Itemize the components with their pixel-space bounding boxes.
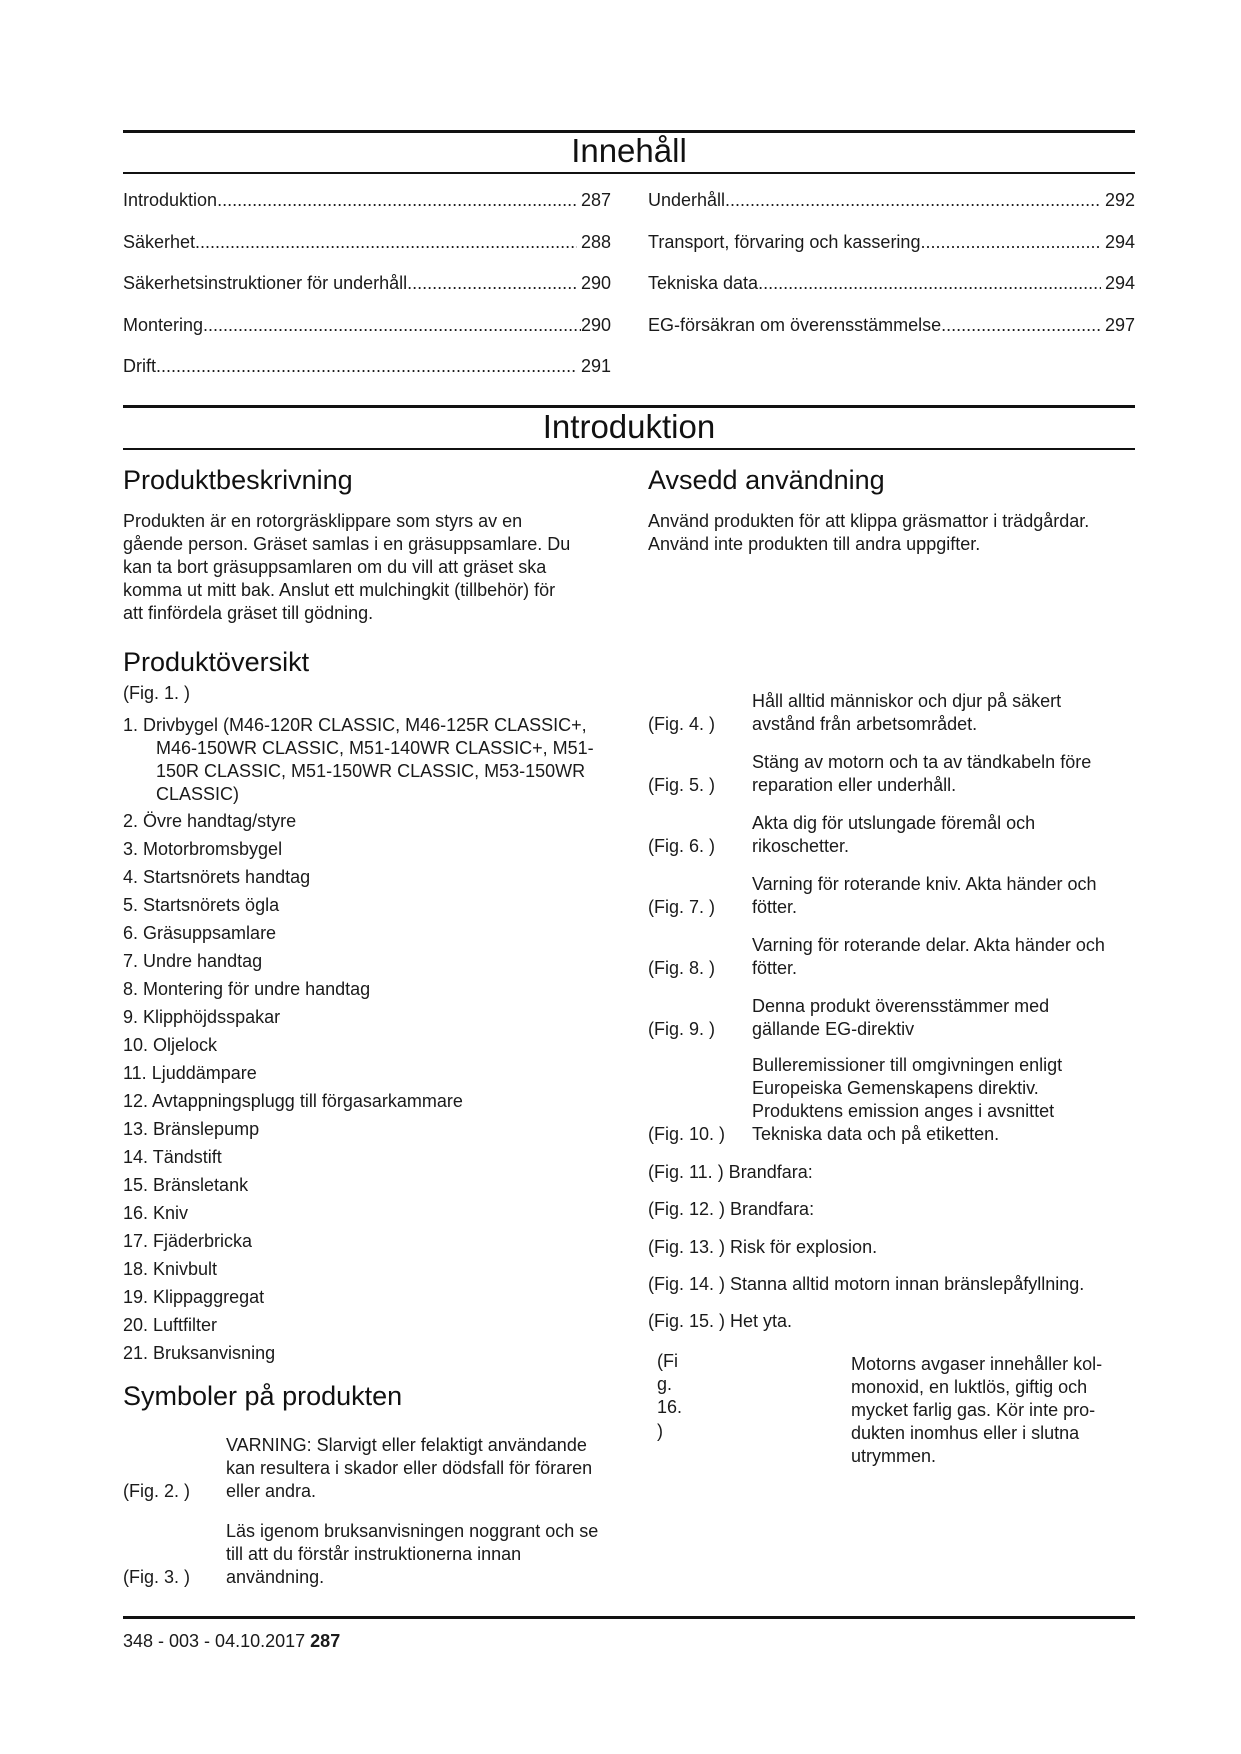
toc-entry[interactable]: Montering ..... 290 <box>123 314 611 336</box>
product-description-heading: Produktbeskrivning <box>123 465 353 495</box>
symbol-description: Varning för roterande kniv. Akta händer och fötter. <box>752 874 1097 917</box>
contents-bottom-rule <box>123 172 1135 174</box>
symbol-description: Bulleremissioner till omgivningen enligt Europeiska Gemenskapens direktiv. Produktens emission anges i avsnittet Tekniska data och på etiketten. <box>752 1055 1063 1144</box>
symbol-description: Denna produkt överensstämmer med gällande EG-direktiv <box>752 996 1050 1039</box>
symbol-description: Läs igenom bruksanvisningen noggrant och se till att du förstår instruktionerna innan användning. <box>226 1521 599 1587</box>
symbol-fig-ref: ) <box>657 1421 663 1441</box>
list-item: 18. Knivbult <box>123 1259 218 1279</box>
symbol-fig-ref: (Fig. 10. ) <box>648 1124 726 1144</box>
contents-title: Innehåll <box>571 132 687 169</box>
symbol-fig-ref: (Fig. 5. ) <box>648 775 716 795</box>
toc-entry[interactable]: Tekniska data ..... 294 <box>648 272 1135 294</box>
symbol-fig-ref: (Fig. 4. ) <box>648 714 716 734</box>
list-item: 10. Oljelock <box>123 1035 218 1055</box>
list-item: 17. Fjäderbricka <box>123 1231 253 1251</box>
list-item: 13. Bränslepump <box>123 1119 260 1139</box>
symbol-fig-ref: 16. <box>657 1397 683 1417</box>
symbol-fig-ref: (Fig. 9. ) <box>648 1019 716 1039</box>
document-code: 348 - 003 - 04.10.2017 <box>123 1631 306 1651</box>
overview-heading: Produktöversikt <box>123 647 310 677</box>
list-item: 6. Gräsuppsamlare <box>123 923 277 943</box>
symbol-description: Akta dig för utslungade föremål och rikoschetter. <box>752 813 1036 856</box>
product-description-line: Produkten är en rotorgräsklippare som styrs av en <box>123 511 523 531</box>
intro-title: Introduktion <box>542 408 716 445</box>
list-item: 21. Bruksanvisning <box>123 1343 276 1363</box>
list-item: 16. Kniv <box>123 1203 189 1223</box>
symbol-inline-entry: (Fig. 12. ) Brandfara: <box>648 1199 815 1219</box>
toc-entry[interactable]: Drift ..... 291 <box>123 355 611 377</box>
intended-use-heading: Avsedd användning <box>648 465 885 495</box>
symbol-description: VARNING: Slarvigt eller felaktigt användande kan resultera i skador eller dödsfall för föraren eller andra. <box>226 1435 593 1501</box>
footer-rule <box>123 1616 1135 1619</box>
list-item: 4. Startsnörets handtag <box>123 867 311 887</box>
toc-entry[interactable]: Säkerhetsinstruktioner för underhåll ..... 290 <box>123 272 611 294</box>
list-item: 9. Klipphöjdsspakar <box>123 1007 281 1027</box>
toc-entry[interactable]: Transport, förvaring och kassering ..... 294 <box>648 231 1135 253</box>
list-item: 14. Tändstift <box>123 1147 222 1167</box>
symbol-fig-ref: (Fig. 6. ) <box>648 836 716 856</box>
symbol-fig-ref: (Fig. 2. ) <box>123 1481 191 1501</box>
symbol-inline-entry: (Fig. 15. ) Het yta. <box>648 1311 793 1331</box>
intro-bottom-rule <box>123 448 1135 450</box>
list-item: 11. Ljuddämpare <box>123 1063 257 1083</box>
product-description-line: gående person. Gräset samlas i en gräsuppsamlare. Du <box>123 534 571 554</box>
toc-entry[interactable]: EG-försäkran om överensstämmelse ..... 297 <box>648 314 1135 336</box>
symbol-fig-ref: (Fi <box>657 1351 678 1371</box>
page-number: 287 <box>310 1631 341 1651</box>
symbols-heading: Symboler på produkten <box>123 1381 403 1411</box>
symbol-description: Varning för roterande delar. Akta händer och fötter. <box>752 935 1105 978</box>
intended-use-line: Använd produkten för att klippa gräsmattor i trädgårdar. <box>648 511 1090 531</box>
symbol-fig-ref: (Fig. 3. ) <box>123 1567 191 1587</box>
list-item: 3. Motorbromsbygel <box>123 839 283 859</box>
product-description-line: komma ut mitt bak. Anslut ett mulchingkit (tillbehör) för <box>123 580 556 600</box>
toc-entry[interactable]: Introduktion ..... 287 <box>123 189 611 211</box>
symbol-inline-entry: (Fig. 13. ) Risk för explosion. <box>648 1237 878 1257</box>
symbol-description: Motorns avgaser innehåller kol-monoxid, en luktlös, giftig och mycket farlig gas. Kör inte pro-dukten inomhus eller i slutna utrymmen. <box>851 1354 1103 1466</box>
symbol-fig-ref: g. <box>657 1374 673 1394</box>
overview-fig-ref: (Fig. 1. ) <box>123 683 191 703</box>
product-description-line: kan ta bort gräsuppsamlaren om du vill att gräset ska <box>123 557 547 577</box>
toc-entry[interactable]: Säkerhet ..... 288 <box>123 231 611 253</box>
symbol-description: Stäng av motorn och ta av tändkabeln före reparation eller underhåll. <box>752 752 1092 795</box>
list-item: 19. Klippaggregat <box>123 1287 265 1307</box>
list-item: 7. Undre handtag <box>123 951 263 971</box>
intended-use-line: Använd inte produkten till andra uppgifter. <box>648 534 981 554</box>
product-description-line: att finfördela gräset till gödning. <box>123 603 374 623</box>
overview-parts-list <box>123 714 613 1370</box>
list-item: 15. Bränsletank <box>123 1175 249 1195</box>
list-item: 1. Drivbygel (M46-120R CLASSIC, M46-125R CLASSIC+, M46-150WR CLASSIC, M51-140WR CLASSIC+, M51-150R CLASSIC, M51-150WR CLASSIC, M53-150WR CLASSIC) <box>123 715 594 804</box>
symbol-inline-entry: (Fig. 14. ) Stanna alltid motorn innan bränslepåfyllning. <box>648 1274 1085 1294</box>
list-item: 12. Avtappningsplugg till förgasarkammare <box>123 1091 463 1111</box>
list-item: 5. Startsnörets ögla <box>123 895 280 915</box>
page-footer <box>123 1630 340 1652</box>
symbol-fig-ref: (Fig. 8. ) <box>648 958 716 978</box>
symbol-description: Håll alltid människor och djur på säkert avstånd från arbetsområdet. <box>752 691 1062 734</box>
list-item: 8. Montering för undre handtag <box>123 979 371 999</box>
list-item: 20. Luftfilter <box>123 1315 218 1335</box>
toc-entry[interactable]: Underhåll ..... 292 <box>648 189 1135 211</box>
symbol-fig-ref: (Fig. 7. ) <box>648 897 716 917</box>
list-item: 2. Övre handtag/styre <box>123 811 297 831</box>
symbol-inline-entry: (Fig. 11. ) Brandfara: <box>648 1162 813 1182</box>
